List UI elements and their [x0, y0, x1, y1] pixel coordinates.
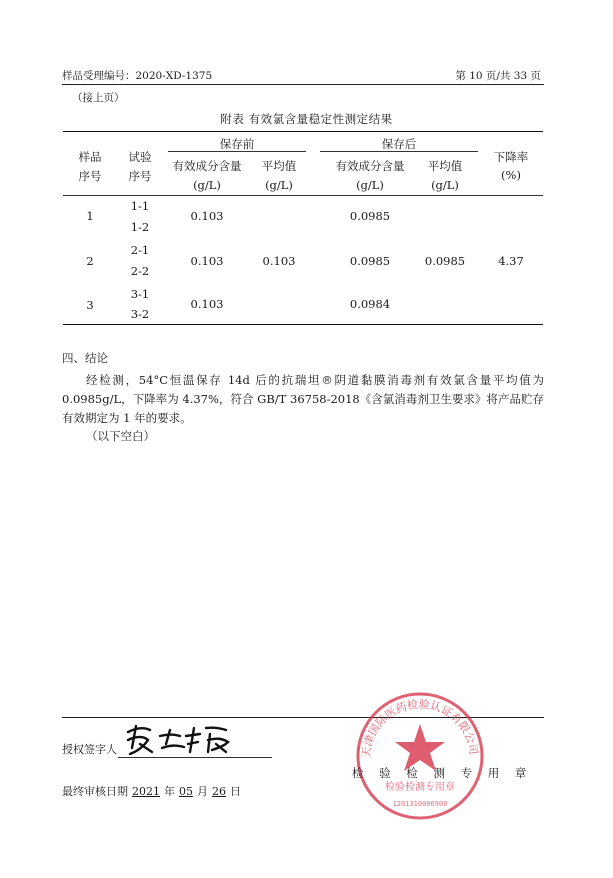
sample-2-test-2: 2-2 [130, 264, 150, 278]
header-before-content-unit: (g/L) [193, 178, 221, 192]
conclusion-text: 经检测，54°C恒温保存 14d 后的抗瑞坦®阴道黏膜消毒剂有效氯含量平均值为0.0985g/L，下降率为 4.37%，符合 GB/T 36758-2018《含氯消毒剂卫生要求》将产品贮存有效期定为 1 年的要求。 [62, 373, 544, 425]
signer-label: 授权签字人 [62, 743, 117, 756]
header-before: 保存前 [219, 137, 255, 151]
sample-1-no: 1 [86, 209, 94, 223]
sample-1-after: 0.0985 [349, 209, 391, 223]
handwritten-signature [122, 718, 240, 758]
seal-ring-text: 天津国际医药检验认证有限公司 [359, 697, 481, 759]
sample-3-after: 0.0984 [349, 297, 391, 311]
avg-after: 0.0985 [424, 254, 466, 268]
year-unit: 年 [164, 785, 175, 798]
header-before-average: 平均值 [261, 159, 297, 173]
review-date-label: 最终审核日期 [62, 785, 128, 798]
review-date-row [62, 783, 241, 799]
table-caption: 附表 有效氯含量稳定性测定结果 [220, 112, 393, 126]
review-day: 26 [212, 785, 226, 798]
sample-3-test-1: 3-1 [130, 287, 150, 301]
header-drop-rate-unit: (%) [501, 168, 521, 182]
drop-rate: 4.37 [498, 254, 524, 268]
day-unit: 日 [230, 785, 241, 798]
sample-2-no: 2 [86, 254, 94, 268]
header-test-no-2: 序号 [128, 169, 152, 183]
header-after-average: 平均值 [427, 159, 463, 173]
table-top-rule [63, 131, 543, 132]
sample-2-test-1: 2-1 [130, 243, 150, 257]
header-sample-no-2: 序号 [78, 169, 102, 183]
header-bottom-rule [63, 195, 543, 196]
header-before-average-unit: (g/L) [265, 178, 293, 192]
seal-label: 检 验 检 测 专 用 章 [352, 766, 533, 780]
sample-3-test-2: 3-2 [130, 307, 150, 321]
sample-1-test-1: 1-1 [130, 199, 150, 213]
sample-3-no: 3 [86, 298, 94, 312]
blank-note: （以下空白） [86, 429, 155, 443]
header-after-content-unit: (g/L) [356, 178, 384, 192]
review-month: 05 [179, 785, 193, 798]
table-bottom-rule [63, 324, 543, 325]
avg-before: 0.103 [262, 254, 296, 268]
continued-note: （接上页） [72, 92, 125, 104]
sample-1-before: 0.103 [190, 209, 224, 223]
seal-center-text: 检验检测专用章 [385, 782, 455, 793]
sample-2-before: 0.103 [190, 254, 224, 268]
page-info: 第 10 页/共 33 页 [455, 70, 541, 82]
sample-number: 样品受理编号：2020-XD-1375 [62, 70, 213, 82]
month-unit: 月 [197, 785, 208, 798]
review-year: 2021 [132, 785, 160, 798]
header-sample-no-1: 样品 [78, 150, 102, 164]
header-before-content: 有效成分含量 [172, 159, 242, 173]
header-after: 保存后 [381, 137, 417, 151]
sample-2-after: 0.0985 [349, 254, 391, 268]
header-after-content: 有效成分含量 [335, 159, 405, 173]
header-after-average-unit: (g/L) [431, 178, 459, 192]
sample-3-before: 0.103 [190, 297, 224, 311]
signature-line [118, 757, 272, 758]
header-test-no-1: 试验 [128, 150, 152, 164]
header-divider [62, 84, 544, 85]
header-drop-rate: 下降率 [493, 150, 529, 164]
conclusion-title: 四、结论 [62, 351, 108, 365]
sample-1-test-2: 1-2 [130, 220, 150, 234]
seal-number: 1201310086900 [392, 800, 448, 808]
official-seal-stamp [352, 688, 488, 824]
